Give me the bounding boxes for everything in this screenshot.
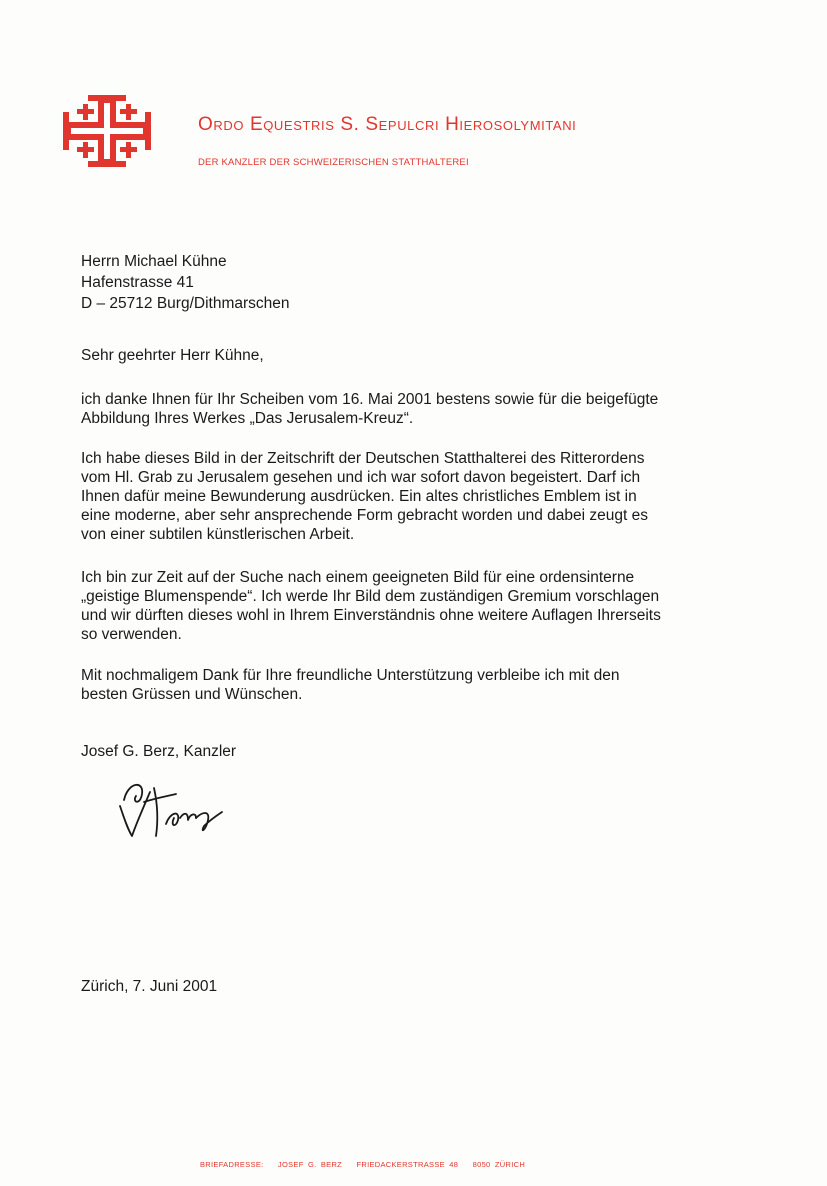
salutation: Sehr geehrter Herr Kühne,	[81, 347, 264, 364]
paragraph-2	[81, 449, 731, 544]
paragraph-3	[81, 568, 731, 644]
text-line: von einer subtilen künstlerischen Arbeit.	[81, 526, 355, 543]
text-line: Ihnen dafür meine Bewunderung ausdrücken. Ein altes christliches Emblem ist in	[81, 488, 637, 505]
text-line: vom Hl. Grab zu Jerusalem gesehen und ich war sofort davon begeistert. Darf ich	[81, 469, 641, 486]
footer-label: BRIEFADRESSE:	[200, 1160, 264, 1169]
text-line: „geistige Blumenspende“. Ich werde Ihr Bild dem zuständigen Gremium vorschlagen	[81, 588, 660, 605]
footer-name: JOSEF G. BERZ	[277, 1160, 343, 1169]
text-line: und wir dürften dieses wohl in Ihrem Einverständnis ohne weitere Auflagen Ihrerseits	[81, 607, 661, 624]
organization-name: Ordo Equestris S. Sepulcri Hierosolymitani	[198, 114, 577, 135]
sender-name: Josef G. Berz, Kanzler	[81, 743, 237, 760]
handwritten-signature-icon	[114, 772, 264, 842]
paragraph-4	[81, 666, 731, 704]
text-line: Ich habe dieses Bild in der Zeitschrift der Deutschen Statthalterei des Ritterordens	[81, 450, 645, 467]
recipient-name: Herrn Michael Kühne	[81, 253, 227, 270]
place-and-date: Zürich, 7. Juni 2001	[81, 978, 218, 995]
jerusalem-cross-icon	[63, 95, 151, 167]
text-line: besten Grüssen und Wünschen.	[81, 686, 303, 703]
text-line: so verwenden.	[81, 626, 182, 643]
footer-city: 8050 ZÜRICH	[472, 1160, 526, 1169]
recipient-address	[81, 251, 290, 314]
text-line: Ich bin zur Zeit auf der Suche nach einem geeigneten Bild für eine ordensinterne	[81, 569, 635, 586]
footer-street: FRIEDACKERSTRASSE 48	[356, 1160, 459, 1169]
text-line: eine moderne, aber sehr ansprechende Form gebracht worden und dabei zeugt es	[81, 507, 648, 524]
recipient-city: D – 25712 Burg/Dithmarschen	[81, 295, 290, 312]
text-line: ich danke Ihnen für Ihr Scheiben vom 16. Mai 2001 bestens sowie für die beigefügte	[81, 391, 659, 408]
paragraph-1	[81, 390, 731, 428]
text-line: Mit nochmaligem Dank für Ihre freundliche Unterstützung verbleibe ich mit den	[81, 667, 620, 684]
recipient-street: Hafenstrasse 41	[81, 274, 194, 291]
footer-address	[200, 1160, 535, 1169]
letterhead-subtitle: DER KANZLER DER SCHWEIZERISCHEN STATTHALTEREI	[198, 157, 469, 168]
text-line: Abbildung Ihres Werkes „Das Jerusalem-Kreuz“.	[81, 410, 414, 427]
